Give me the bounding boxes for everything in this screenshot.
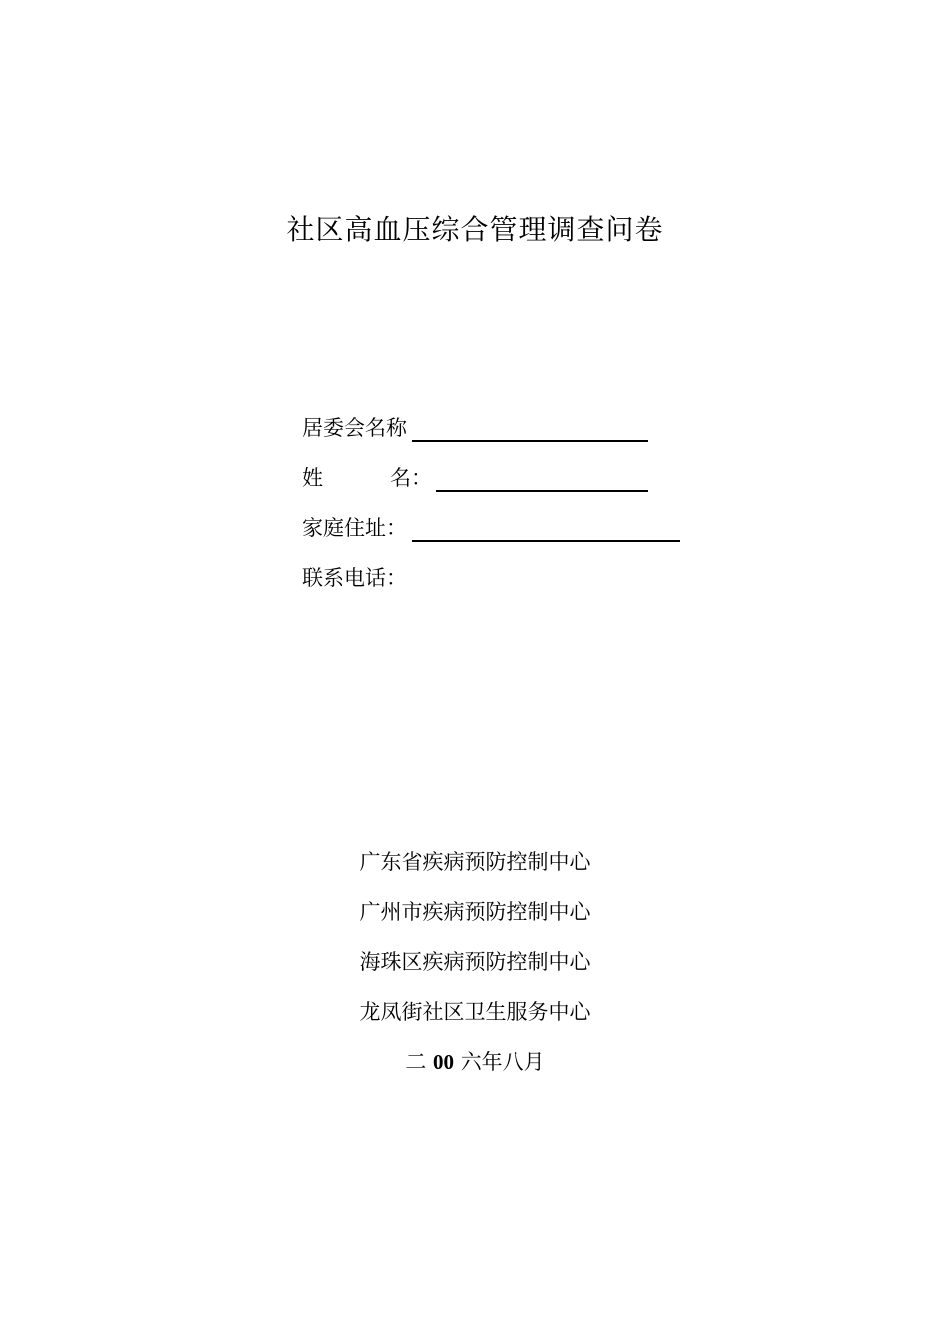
- name-input-line[interactable]: [436, 490, 648, 492]
- organization-line: 海珠区疾病预防控制中心: [359, 950, 591, 974]
- address-input-line[interactable]: [412, 540, 680, 542]
- name-label-char1: 姓: [302, 466, 323, 490]
- organization-line: 广东省疾病预防控制中心: [359, 850, 591, 874]
- date-prefix: 二: [405, 1050, 427, 1074]
- organizations-block: [0, 842, 950, 1092]
- document-title: 社区高血压综合管理调查问卷: [286, 213, 664, 246]
- address-label: 家庭住址：: [302, 516, 407, 540]
- committee-input-line[interactable]: [412, 440, 648, 442]
- name-label-char2: 名：: [390, 466, 432, 490]
- date-digits: 00: [433, 1050, 454, 1074]
- committee-label: 居委会名称: [302, 416, 407, 440]
- organization-line: 广州市疾病预防控制中心: [359, 900, 591, 924]
- organization-line: 龙凤街社区卫生服务中心: [359, 1000, 591, 1024]
- date-suffix: 六年八月: [460, 1050, 545, 1074]
- phone-label: 联系电话：: [302, 566, 407, 590]
- document-date: [0, 1042, 950, 1092]
